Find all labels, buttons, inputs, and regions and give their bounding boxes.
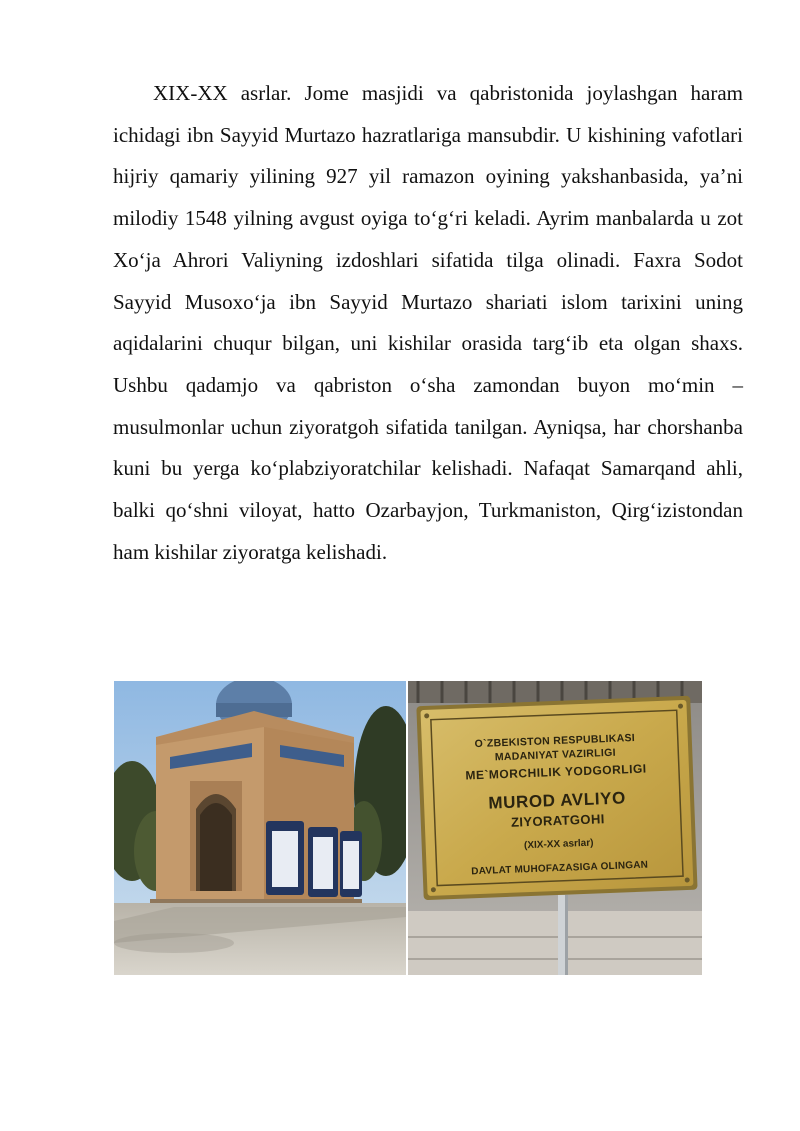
plaque-line-republic: O`ZBEKISTON RESPUBLIKASI [474, 731, 636, 751]
plaque-line-name: MUROD AVLIYO [488, 788, 627, 813]
body-paragraph: XIX-XX asrlar. Jome masjidi va qabristonida joylashgan haram ichidagi ibn Sayyid Murtazo hazratlariga mansubdir. U kishining vafotlari hijriy qamariy yilining 927 yil ramazon oyining yakshanbasida, ya’ni milodiy 1548 yilning avgust oyiga to‘g‘ri keladi. Ayrim manbalarda u zot Xo‘ja Ahrori Valiyning izdoshlari sifatida tilga olinadi. Faxra Sodot Sayyid Musoxo‘ja ibn Sayyid Murtazo shariati islom tarixini uning aqidalarini chuqur bilgan, uni kishilar orasida targ‘ib eta olgan shaxs. Ushbu qadamjo va qabriston o‘sha zamondan buyon mo‘min – musulmonlar uchun ziyoratgoh sifatida tanilgan. Ayniqsa, har chorshanba kuni bu yerga ko‘plabziyoratchilar kelishadi. Nafaqat Samarqand ahli, balki qo‘shni viloyat, hatto Ozarbayjon, Turkmaniston, Qirg‘izistondan ham kishilar ziyoratga kelishadi. [113, 81, 743, 564]
plaque-line-monument-type: ME`MORCHILIK YODGORLIGI [465, 761, 647, 783]
mausoleum-image [114, 681, 406, 975]
plaque-photo [408, 681, 702, 975]
plaque-line-centuries: (XIX-XX asrlar) [523, 837, 594, 852]
mausoleum-photo [114, 681, 406, 975]
plaque-line-shrine: ZIYORATGOHI [510, 811, 605, 830]
photo-row [114, 681, 702, 975]
plaque-line-protection: DAVLAT MUHOFAZASIGA OLINGAN [471, 859, 649, 878]
heritage-plaque [418, 698, 695, 898]
plaque-line-ministry: MADANIYAT VAZIRLIGI [494, 746, 617, 764]
